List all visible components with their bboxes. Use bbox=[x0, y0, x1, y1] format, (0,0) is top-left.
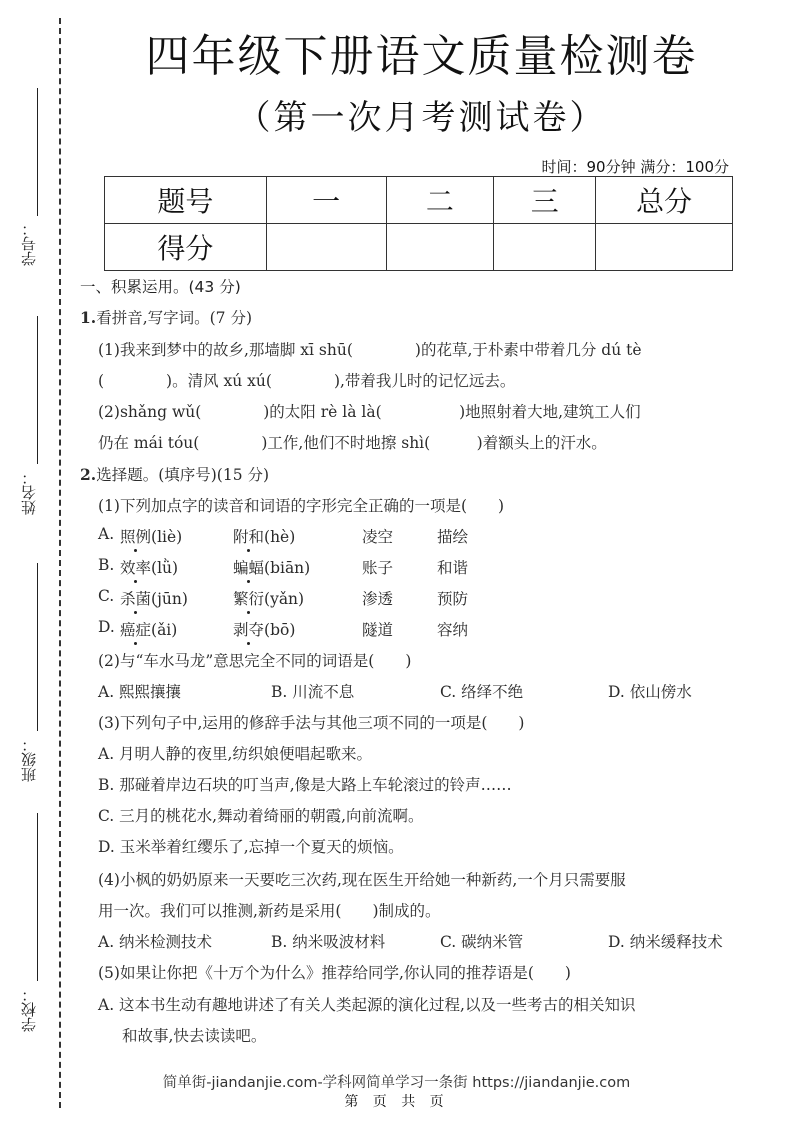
score-row-label: 得分 bbox=[105, 224, 267, 271]
q2-sub4-option-b[interactable]: B. 纳米吸波材料 bbox=[271, 933, 386, 951]
q2-sub3-prompt: (3)下列句子中,运用的修辞手法与其他三项不同的一项是( ) bbox=[98, 714, 525, 732]
name-label: 姓名： bbox=[20, 470, 38, 515]
q2-sub2-option-b[interactable]: B. 川流不息 bbox=[271, 683, 355, 701]
score-table bbox=[104, 176, 733, 271]
q1-number: 1. bbox=[80, 308, 97, 327]
page-subtitle: （第一次月考测试卷） bbox=[236, 98, 607, 138]
section-title: 一、积累运用。(43 分) bbox=[80, 278, 241, 296]
binding-dashed-line bbox=[59, 18, 61, 1108]
q2-sub5-prompt: (5)如果让你把《十万个为什么》推荐给同学,你认同的推荐语是( ) bbox=[98, 964, 571, 982]
dotted-word: 照例 bbox=[120, 525, 151, 547]
q2-sub4-option-a[interactable]: A. 纳米检测技术 bbox=[98, 933, 213, 951]
class-field bbox=[14, 563, 44, 783]
score-cell-total[interactable] bbox=[596, 224, 733, 271]
q2-title: 选择题。(填序号)(15 分) bbox=[96, 466, 270, 484]
q2-sub2-prompt: (2)与“车水马龙”意思完全不同的词语是( ) bbox=[98, 652, 412, 670]
q2-number: 2. bbox=[80, 465, 97, 484]
q2-sub3-option-c[interactable]: C. 三月的桃花水,舞动着绮丽的朝霞,向前流啊。 bbox=[98, 807, 424, 825]
q2-sub3-option-d[interactable]: D. 玉米举着红缨乐了,忘掉一个夏天的烦恼。 bbox=[98, 838, 404, 856]
q2-sub4-prompt-line-2: 用一次。我们可以推测,新药是采用( )制成的。 bbox=[98, 902, 441, 920]
q2-sub2-option-c[interactable]: C. 络绎不绝 bbox=[440, 683, 524, 701]
page-title: 四年级下册语文质量检测卷 bbox=[145, 31, 698, 82]
score-table-header-row bbox=[105, 177, 733, 224]
dotted-word: 效率 bbox=[120, 556, 151, 578]
q1-heading bbox=[80, 306, 252, 328]
dotted-word: 附和 bbox=[233, 525, 264, 547]
school-label: 学校： bbox=[20, 987, 38, 1032]
q2-sub4-prompt-line-1: (4)小枫的奶奶原来一天要吃三次药,现在医生开给她一种新药,一个月只需要服 bbox=[98, 871, 626, 889]
q2-sub4-option-c[interactable]: C. 碳纳米管 bbox=[440, 933, 524, 951]
school-field bbox=[14, 813, 44, 1033]
class-label: 班级： bbox=[20, 737, 38, 782]
score-cell-two[interactable] bbox=[386, 224, 494, 271]
school-blank[interactable] bbox=[37, 813, 38, 981]
q2-sub3-option-a[interactable]: A. 月明人静的夜里,纺织娘便唱起歌来。 bbox=[98, 745, 372, 763]
q2-sub4-option-d[interactable]: D. 纳米缓释技术 bbox=[608, 933, 723, 951]
student-id-label: 学号： bbox=[20, 221, 38, 266]
q2-sub5-option-a-line-1[interactable]: A. 这本书生动有趣地讲述了有关人类起源的演化过程,以及一些考古的相关知识 bbox=[98, 996, 636, 1014]
q2-heading bbox=[80, 463, 269, 485]
score-cell-one[interactable] bbox=[266, 224, 386, 271]
watermark-footer: 简单街-jiandanjie.com-学科网简单学习一条街 https://jiandanjie.com bbox=[162, 1075, 631, 1091]
q2-sub2-option-d[interactable]: D. 依山傍水 bbox=[608, 683, 692, 701]
name-field bbox=[14, 316, 44, 516]
dotted-word: 杀菌 bbox=[120, 587, 151, 609]
dotted-word: 蝙蝠 bbox=[233, 556, 264, 578]
q2-sub3-option-b[interactable]: B. 那碰着岸边石块的叮当声,像是大路上车轮滚过的铃声…… bbox=[98, 776, 512, 794]
dotted-word: 繁衍 bbox=[233, 587, 264, 609]
q1-title: 看拼音,写字词。(7 分) bbox=[96, 309, 252, 327]
header-cell-three: 三 bbox=[494, 177, 596, 224]
name-blank[interactable] bbox=[37, 316, 38, 464]
header-cell-total: 总分 bbox=[596, 177, 733, 224]
dotted-word: 剥夺 bbox=[233, 618, 264, 640]
q1-line-2: ( )。清风 xú xú( ),带着我儿时的记忆远去。 bbox=[98, 372, 516, 390]
q1-line-4: 仍在 mái tóu( )工作,他们不时地擦 shì( )着额头上的汗水。 bbox=[98, 434, 607, 452]
score-cell-three[interactable] bbox=[494, 224, 596, 271]
time-and-score: 时间：90分钟 满分：100分 bbox=[541, 158, 729, 176]
q2-sub5-option-a-line-2: 和故事,快去读读吧。 bbox=[122, 1027, 267, 1045]
page-number: 第 页 共 页 bbox=[344, 1094, 449, 1110]
dotted-word: 癌症 bbox=[120, 618, 151, 640]
header-cell-two: 二 bbox=[386, 177, 494, 224]
q1-line-3: (2)shǎng wǔ( )的太阳 rè là là( )地照射着大地,建筑工人们 bbox=[98, 403, 641, 421]
header-cell-one: 一 bbox=[266, 177, 386, 224]
class-blank[interactable] bbox=[37, 563, 38, 731]
score-table-score-row bbox=[105, 224, 733, 271]
q1-line-1: (1)我来到梦中的故乡,那墙脚 xī shū( )的花草,于朴素中带着几分 dú tè bbox=[98, 341, 642, 359]
header-cell-question-number: 题号 bbox=[105, 177, 267, 224]
q2-sub2-option-a[interactable]: A. 熙熙攘攘 bbox=[98, 683, 182, 701]
q2-sub1-prompt: (1)下列加点字的读音和词语的字形完全正确的一项是( ) bbox=[98, 497, 505, 515]
